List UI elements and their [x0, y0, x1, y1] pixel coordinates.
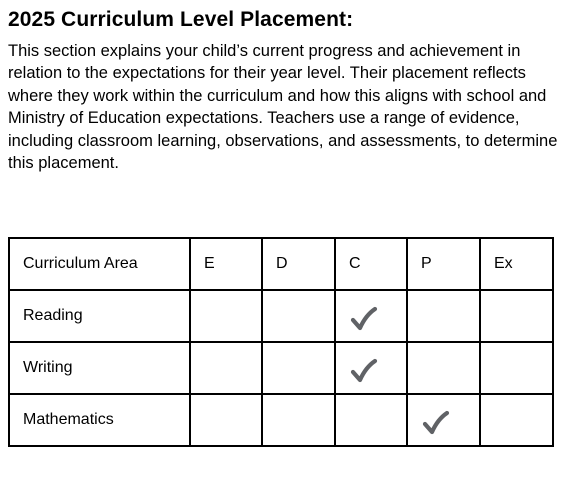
level-cell-ex [480, 342, 553, 394]
level-cell-e [190, 342, 262, 394]
table-header-row [9, 238, 553, 290]
level-cell-d [262, 342, 335, 394]
table-row [9, 290, 553, 342]
level-cell-ex [480, 394, 553, 446]
level-cell-c [335, 342, 407, 394]
level-cell-d [262, 290, 335, 342]
header-c: C [335, 238, 407, 290]
table-row [9, 342, 553, 394]
level-cell-d [262, 394, 335, 446]
placement-section [8, 6, 560, 174]
row-area-label: Mathematics [9, 394, 190, 446]
header-d: D [262, 238, 335, 290]
check-icon [422, 410, 450, 436]
section-heading: 2025 Curriculum Level Placement: [8, 8, 354, 31]
table-row [9, 394, 553, 446]
placement-table [8, 237, 554, 447]
check-icon [350, 306, 378, 332]
level-cell-p [407, 394, 480, 446]
level-cell-ex [480, 290, 553, 342]
row-area-label: Writing [9, 342, 190, 394]
level-cell-e [190, 394, 262, 446]
level-cell-p [407, 342, 480, 394]
header-p: P [407, 238, 480, 290]
level-cell-c [335, 290, 407, 342]
header-ex: Ex [480, 238, 553, 290]
level-cell-c [335, 394, 407, 446]
header-e: E [190, 238, 262, 290]
row-area-label: Reading [9, 290, 190, 342]
header-curriculum-area: Curriculum Area [9, 238, 190, 290]
level-cell-p [407, 290, 480, 342]
section-description: This section explains your child’s current progress and achievement in relation to the expectations for their year level. Their placement reflects where they work within the curriculum and how this aligns with school and Ministry of Education expectations. Teachers use a range of evidence, including classroom learning, observations, and assessments, to determine this placement. [8, 42, 558, 173]
check-icon [350, 358, 378, 384]
level-cell-e [190, 290, 262, 342]
